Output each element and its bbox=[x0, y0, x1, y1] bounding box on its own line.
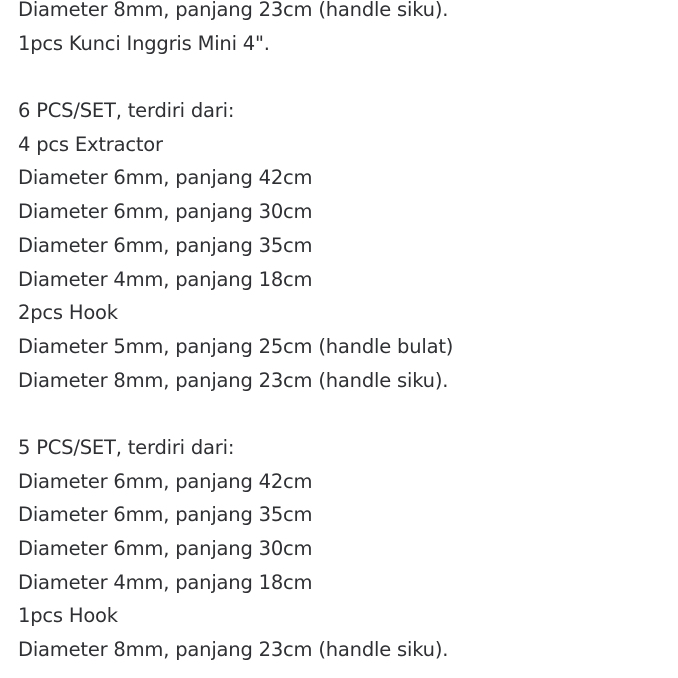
text-line: 1pcs Kunci Inggris Mini 4". bbox=[18, 31, 270, 55]
text-line: Diameter 8mm, panjang 23cm (handle siku). bbox=[18, 0, 449, 21]
text-line: Diameter 6mm, panjang 35cm bbox=[18, 503, 313, 527]
section-top bbox=[18, 0, 668, 60]
text-line: 1pcs Hook bbox=[18, 604, 118, 628]
text-line: Diameter 4mm, panjang 18cm bbox=[18, 570, 313, 594]
text-line: Diameter 6mm, panjang 42cm bbox=[18, 166, 313, 190]
section-heading: 6 PCS/SET, terdiri dari: bbox=[18, 99, 235, 123]
text-line: Diameter 8mm, panjang 23cm (handle siku). bbox=[18, 368, 449, 392]
text-line: 2pcs Hook bbox=[18, 301, 118, 325]
text-line: Diameter 6mm, panjang 42cm bbox=[18, 469, 313, 493]
text-line: Diameter 8mm, panjang 23cm (handle siku). bbox=[18, 638, 449, 662]
text-line: Diameter 4mm, panjang 18cm bbox=[18, 267, 313, 291]
section-heading: 5 PCS/SET, terdiri dari: bbox=[18, 435, 235, 459]
blank-line bbox=[18, 60, 668, 94]
text-line: Diameter 6mm, panjang 30cm bbox=[18, 200, 313, 224]
blank-line bbox=[18, 397, 668, 431]
text-line: Diameter 6mm, panjang 35cm bbox=[18, 233, 313, 257]
section-5pcs-set bbox=[18, 431, 668, 667]
text-line: 4 pcs Extractor bbox=[18, 132, 163, 156]
text-line: Diameter 6mm, panjang 30cm bbox=[18, 537, 313, 560]
section-6pcs-set bbox=[18, 94, 668, 397]
product-description bbox=[18, 0, 668, 667]
text-line: Diameter 5mm, panjang 25cm (handle bulat) bbox=[18, 334, 454, 358]
